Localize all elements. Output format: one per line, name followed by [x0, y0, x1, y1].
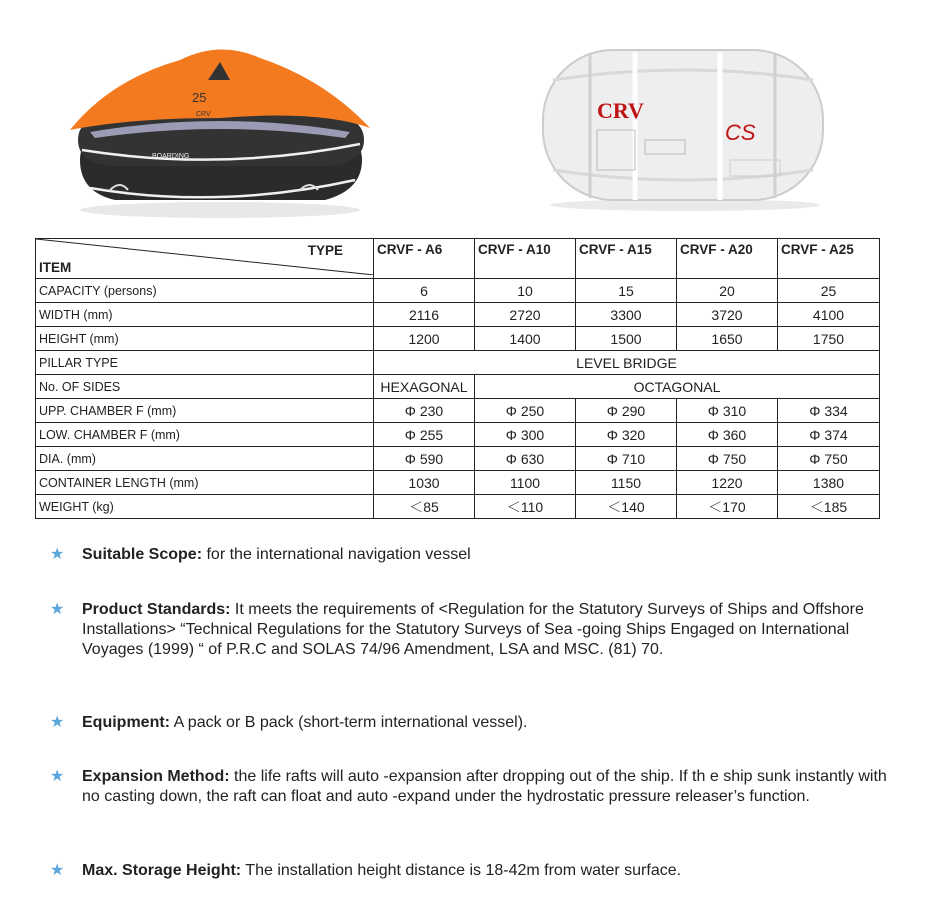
header-item: ITEM [39, 260, 72, 275]
table-cell: 20 [677, 279, 778, 303]
list-item [50, 713, 890, 733]
table-cell: 3720 [677, 303, 778, 327]
table-cell: 1220 [677, 471, 778, 495]
row-label-sides: No. OF SIDES [36, 375, 374, 399]
row-label-container: CONTAINER LENGTH (mm) [36, 471, 374, 495]
table-cell: 1200 [374, 327, 475, 351]
table-cell: 4100 [778, 303, 880, 327]
row-label-low-chamber: LOW. CHAMBER F (mm) [36, 423, 374, 447]
bullet-title: Product Standards: [82, 601, 231, 618]
table-cell: ＜185 [778, 495, 880, 519]
list-item [50, 767, 890, 807]
table-cell: 10 [475, 279, 576, 303]
table-cell: Φ 360 [677, 423, 778, 447]
list-item [50, 861, 890, 881]
list-item [50, 545, 890, 565]
raft-boarding-label: BOARDING [152, 153, 190, 160]
table-cell: ＜140 [576, 495, 677, 519]
model-header: CRVF - A6 [374, 239, 475, 279]
table-row [36, 495, 880, 519]
table-cell: Φ 750 [677, 447, 778, 471]
table-cell: 1650 [677, 327, 778, 351]
row-label-pillar: PILLAR TYPE [36, 351, 374, 375]
table-cell: Φ 334 [778, 399, 880, 423]
table-cell: ＜170 [677, 495, 778, 519]
row-label-upp-chamber: UPP. CHAMBER F (mm) [36, 399, 374, 423]
table-row [36, 447, 880, 471]
table-cell-merged: OCTAGONAL [475, 375, 880, 399]
row-label-dia: DIA. (mm) [36, 447, 374, 471]
table-cell: 1150 [576, 471, 677, 495]
table-cell: 1750 [778, 327, 880, 351]
header-type: TYPE [307, 243, 343, 258]
table-cell: Φ 320 [576, 423, 677, 447]
table-cell: Φ 300 [475, 423, 576, 447]
table-cell: 3300 [576, 303, 677, 327]
table-row [36, 279, 880, 303]
table-row [36, 303, 880, 327]
raft-hood-brand: CRV [196, 111, 211, 118]
table-row [36, 327, 880, 351]
table-cell: 2720 [475, 303, 576, 327]
row-label-capacity: CAPACITY (persons) [36, 279, 374, 303]
table-cell: 1100 [475, 471, 576, 495]
container-brand: CRV [597, 98, 644, 123]
bullet-title: Max. Storage Height: [82, 862, 242, 879]
table-cell: Φ 710 [576, 447, 677, 471]
table-cell: 1030 [374, 471, 475, 495]
table-cell: 25 [778, 279, 880, 303]
star-icon: ★ [50, 601, 65, 618]
spec-table [35, 238, 880, 519]
table-cell: 1380 [778, 471, 880, 495]
table-row [36, 375, 880, 399]
table-cell: Φ 750 [778, 447, 880, 471]
table-cell: Φ 310 [677, 399, 778, 423]
bullet-text: for the international navigation vessel [206, 546, 471, 563]
table-cell: ＜110 [475, 495, 576, 519]
table-row [36, 351, 880, 375]
table-cell: Φ 374 [778, 423, 880, 447]
table-cell: HEXAGONAL [374, 375, 475, 399]
container-logo: CS [725, 120, 756, 145]
table-cell: 1500 [576, 327, 677, 351]
model-header: CRVF - A20 [677, 239, 778, 279]
model-header: CRVF - A25 [778, 239, 880, 279]
table-cell: Φ 590 [374, 447, 475, 471]
table-cell: 1400 [475, 327, 576, 351]
star-icon: ★ [50, 714, 65, 731]
table-header-row [36, 239, 880, 279]
bullet-text: the life rafts will auto -expansion after dropping out of the ship. If th e ship sunk instantly with no casting down, the raft can float and auto -expand under the hydrostatic pressure releaser’s function. [82, 768, 887, 805]
table-cell: Φ 230 [374, 399, 475, 423]
star-icon: ★ [50, 768, 65, 785]
table-cell: 15 [576, 279, 677, 303]
table-row [36, 423, 880, 447]
table-cell: 2116 [374, 303, 475, 327]
bullet-text: The installation height distance is 18-42m from water surface. [245, 862, 682, 879]
table-cell: 6 [374, 279, 475, 303]
bullet-title: Expansion Method: [82, 768, 230, 785]
table-cell-merged: LEVEL BRIDGE [374, 351, 880, 375]
row-label-width: WIDTH (mm) [36, 303, 374, 327]
raft-canopy [70, 49, 370, 130]
model-header: CRVF - A10 [475, 239, 576, 279]
star-icon: ★ [50, 862, 65, 879]
raft-hood-number: 25 [192, 90, 207, 105]
bullet-text: It meets the requirements of <Regulation for the Statutory Surveys of Ships and Offshore Installations> “Technical Regulations for the Statutory Surveys of Sea -going Ships Engaged on International Voyages (1999) “ of P.R.C and SOLAS 74/96 Amendment, LSA and MSC. (81) 70. [82, 601, 864, 658]
table-cell: Φ 250 [475, 399, 576, 423]
header-corner-cell [36, 239, 374, 279]
table-cell: Φ 630 [475, 447, 576, 471]
table-cell: Φ 255 [374, 423, 475, 447]
list-item [50, 600, 890, 660]
table-row [36, 471, 880, 495]
table-cell: ＜85 [374, 495, 475, 519]
bullet-title: Suitable Scope: [82, 546, 203, 563]
row-label-weight: WEIGHT (kg) [36, 495, 374, 519]
liferaft-photo [70, 40, 370, 220]
model-header: CRVF - A15 [576, 239, 677, 279]
bullet-title: Equipment: [82, 714, 170, 731]
table-row [36, 399, 880, 423]
table-cell: Φ 290 [576, 399, 677, 423]
row-label-height: HEIGHT (mm) [36, 327, 374, 351]
container-photo [535, 40, 830, 212]
bullet-text: A pack or B pack (short-term international vessel). [173, 714, 528, 731]
star-icon: ★ [50, 546, 65, 563]
